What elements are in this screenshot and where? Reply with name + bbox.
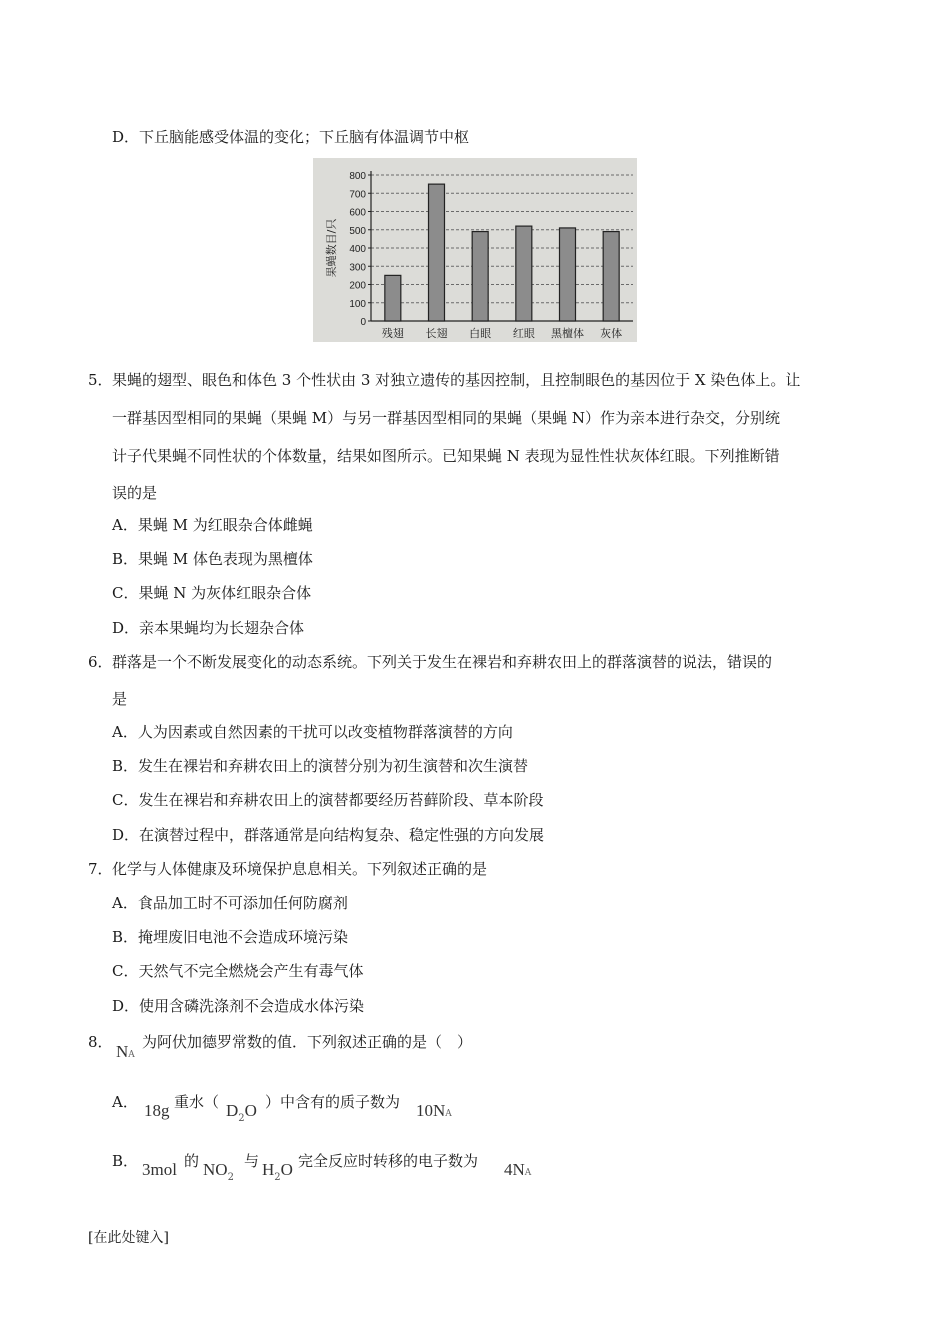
formula-h: H	[262, 1160, 275, 1179]
x-tick-label: 残翅	[381, 327, 404, 340]
formula-no-sub: 2	[227, 1172, 234, 1183]
q8-option-b-text-3: 完全反应时转移的电子数为	[298, 1152, 479, 1170]
x-tick-label: 白眼	[469, 327, 492, 340]
q8-option-a-text-2: ）中含有的质子数为	[265, 1093, 401, 1111]
q5-stem-line-2: 一群基因型相同的果蝇（果蝇 M）与另一群基因型相同的果蝇（果蝇 N）作为亲本进行杂交，分别统	[112, 409, 781, 427]
q8-option-a-value	[416, 1101, 452, 1124]
q5-option-a: A．果蝇 M 为红眼杂合体雌蝇	[112, 516, 313, 534]
q8-option-a-text-1: 重水（	[174, 1093, 220, 1111]
bar-5	[603, 232, 619, 321]
y-tick-label: 800	[349, 171, 366, 182]
bar-2	[472, 232, 488, 321]
y-tick-label: 400	[349, 244, 366, 255]
q8-stem: 为阿伏加德罗常数的值．下列叙述正确的是（ ）	[142, 1033, 473, 1051]
q6-option-b: B．发生在裸岩和弃耕农田上的演替分别为初生演替和次生演替	[112, 757, 529, 775]
q7-option-c: C．天然气不完全燃烧会产生有毒气体	[112, 962, 364, 980]
q7-option-a: A．食品加工时不可添加任何防腐剂	[112, 894, 348, 912]
q8-option-b-value	[504, 1160, 531, 1183]
q6-stem-line-1: 群落是一个不断发展变化的动态系统。下列关于发生在裸岩和弃耕农田上的群落演替的说法，错误的	[112, 653, 773, 671]
q7-option-d: D．使用含磷洗涤剂不会造成水体污染	[112, 997, 365, 1015]
formula-h-sub: 2	[274, 1172, 281, 1183]
y-tick-label: 100	[349, 298, 366, 310]
q6-option-d: D．在演替过程中，群落通常是向结构复杂、稳定性强的方向发展	[112, 826, 545, 844]
q5-option-d: D．亲本果蝇均为长翅杂合体	[112, 619, 305, 637]
formula-d-sub: 2	[238, 1113, 245, 1124]
y-tick-label: 0	[360, 317, 366, 328]
bar-0	[385, 275, 401, 321]
y-tick-label: 500	[349, 225, 366, 237]
x-tick-label: 红眼	[512, 327, 535, 340]
page-footer: [在此处键入]	[88, 1230, 169, 1246]
formula-o: O	[244, 1101, 257, 1120]
y-tick-label: 700	[349, 189, 366, 201]
q5-stem-line-1: 果蝇的翅型、眼色和体色 3 个性状由 3 对独立遗传的基因控制，且控制眼色的基因位于 X 染色体上。让	[112, 371, 801, 389]
value-base: 4N	[504, 1160, 525, 1179]
q8-option-b-formula-h2o	[262, 1160, 293, 1183]
q8-option-b-text-1: 的	[184, 1152, 200, 1170]
q7-number: 7．	[88, 860, 113, 878]
q8-option-a-letter: A．	[112, 1093, 138, 1111]
q5-stem-line-3: 计子代果蝇不同性状的个体数量，结果如图所示。已知果蝇 N 表现为显性性状灰体红眼。下列推断错	[112, 447, 780, 465]
bar-4	[560, 228, 576, 321]
bar-chart-figure	[313, 158, 637, 342]
amount-value: 3mol	[142, 1160, 177, 1179]
q8-option-a-formula	[226, 1101, 257, 1124]
value-sub: A	[524, 1168, 532, 1178]
y-tick-label: 200	[349, 280, 366, 292]
q8-option-b-text-2: 与	[244, 1152, 260, 1170]
q8-option-b-letter: B．	[112, 1152, 139, 1170]
na-base: N	[116, 1042, 129, 1061]
q8-number: 8．	[88, 1033, 113, 1051]
q7-stem: 化学与人体健康及环境保护息息相关。下列叙述正确的是	[112, 860, 488, 878]
q6-option-a: A．人为因素或自然因素的干扰可以改变植物群落演替的方向	[112, 723, 513, 741]
q5-option-c: C．果蝇 N 为灰体红眼杂合体	[112, 584, 312, 602]
q5-option-b: B．果蝇 M 体色表现为黑檀体	[112, 550, 313, 568]
value-sub: A	[445, 1109, 452, 1119]
q8-option-b-amount	[142, 1160, 177, 1180]
q6-number: 6．	[88, 653, 113, 671]
q8-option-a-mass	[144, 1101, 170, 1121]
formula-no: NO	[203, 1160, 228, 1179]
mass-value: 18g	[144, 1101, 170, 1120]
y-axis-label: 果蝇数目/只	[325, 218, 338, 278]
bar-3	[516, 226, 532, 321]
x-tick-label: 黑檀体	[551, 327, 584, 340]
q6-stem-line-2: 是	[112, 690, 128, 708]
value-base: 10N	[416, 1101, 446, 1120]
bar-chart	[313, 158, 637, 342]
y-tick-label: 600	[349, 207, 366, 219]
formula-d: D	[226, 1101, 239, 1120]
q4-option-d: D．下丘脑能感受体温的变化；下丘脑有体温调节中枢	[112, 128, 470, 146]
x-tick-label: 灰体	[600, 327, 623, 340]
formula-ho: O	[280, 1160, 293, 1179]
q5-number: 5．	[88, 371, 113, 389]
q6-option-c: C．发生在裸岩和弃耕农田上的演替都要经历苔藓阶段、草本阶段	[112, 791, 544, 809]
q7-option-b: B．掩埋废旧电池不会造成环境污染	[112, 928, 349, 946]
q8-na-symbol	[116, 1042, 135, 1065]
q8-option-b-formula-no2	[203, 1160, 234, 1183]
bar-1	[429, 184, 445, 321]
q5-stem-line-4: 误的是	[112, 484, 158, 502]
na-sub: A	[128, 1050, 135, 1060]
y-tick-label: 300	[349, 262, 366, 274]
x-tick-label: 长翅	[425, 327, 448, 340]
